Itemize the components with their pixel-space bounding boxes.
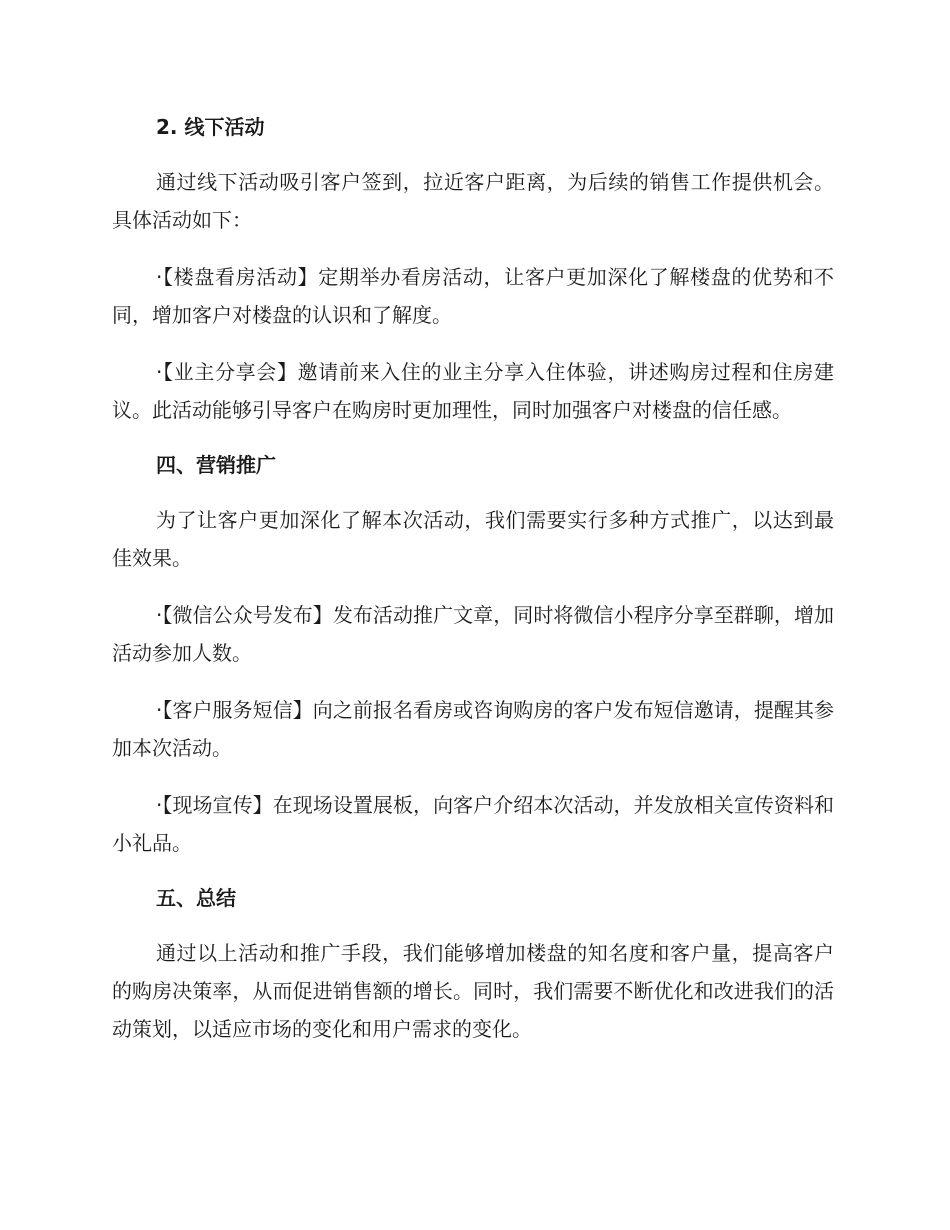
document-page	[112, 110, 834, 1048]
section-heading-summary: 五、总结	[156, 886, 236, 910]
paragraph-sms-invite: ·【客户服务短信】向之前报名看房或咨询购房的客户发布短信邀请，提醒其参加本次活动。	[112, 698, 834, 760]
paragraph-onsite-promotion: ·【现场宣传】在现场设置展板，向客户介绍本次活动，并发放相关宣传资料和小礼品。	[112, 793, 834, 855]
paragraph-marketing-intro: 为了让客户更加深化了解本次活动，我们需要实行多种方式推广，以达到最佳效果。	[112, 508, 834, 570]
paragraph-owner-sharing: ·【业主分享会】邀请前来入住的业主分享入住体验，讲述购房过程和住房建议。此活动能够引导客户在购房时更加理性，同时加强客户对楼盘的信任感。	[112, 360, 834, 422]
paragraph-summary: 通过以上活动和推广手段，我们能够增加楼盘的知名度和客户量，提高客户的购房决策率，从而促进销售额的增长。同时，我们需要不断优化和改进我们的活动策划，以适应市场的变化和用户需求的变化。	[112, 941, 834, 1041]
paragraph-wechat-publish: ·【微信公众号发布】发布活动推广文章，同时将微信小程序分享至群聊，增加活动参加人数。	[112, 603, 834, 665]
paragraph-offline-intro: 通过线下活动吸引客户签到，拉近客户距离，为后续的销售工作提供机会。具体活动如下：	[112, 170, 834, 232]
paragraph-house-viewing: ·【楼盘看房活动】定期举办看房活动，让客户更加深化了解楼盘的优势和不同，增加客户对楼盘的认识和了解度。	[112, 265, 834, 327]
section-heading-offline-activities: 2. 线下活动	[156, 115, 265, 139]
section-heading-marketing: 四、营销推广	[156, 453, 276, 477]
